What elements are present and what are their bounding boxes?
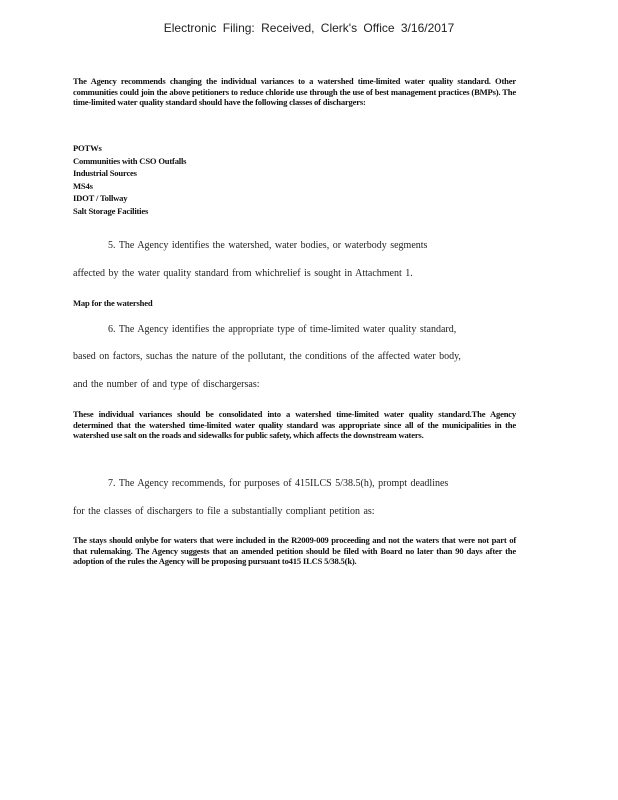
discharger-class-item: Communities with CSO Outfalls — [73, 155, 187, 166]
item5-line1: 5. The Agency identifies the watershed, water bodies, or waterbody segments — [108, 240, 428, 251]
item5-answer: Map for the watershed — [73, 298, 153, 308]
item6-line2: based on factors, suchas the nature of the pollutant, the conditions of the affected water body, — [73, 351, 461, 362]
item6-answer — [73, 409, 516, 441]
intro-paragraph — [73, 76, 516, 108]
filing-header: Electronic Filing: Received, Clerk's Office 3/16/2017 — [163, 21, 455, 35]
item5-line2: affected by the water quality standard from whichrelief is sought in Attachment 1. — [73, 268, 413, 279]
item6-answer-text: These individual variances should be consolidated into a watershed time-limited water quality standard.The Agency determined that the watershed time-limited water quality standard was appropriate since all of the municipalities in the watershed use salt on the roads and sidewalks for public safety, which affects the downstream waters. — [73, 409, 516, 440]
item7-answer-text: The stays should onlybe for waters that were included in the R2009-009 proceeding and not the waters that were not part of that rulemaking. The Agency suggests that an amended petition should be filed with Board no later than 90 days after the adoption of the rules the Agency will be proposing pursuant to415 ILCS 5/38.5(k). — [73, 535, 516, 566]
discharger-class-item: Salt Storage Facilities — [73, 205, 149, 216]
discharger-class-item: POTWs — [73, 143, 102, 153]
item6-line1: 6. The Agency identifies the appropriate type of time-limited water quality standard, — [108, 324, 457, 335]
item7-answer — [73, 535, 516, 567]
item7-line2: for the classes of dischargers to file a substantially compliant petition as: — [73, 506, 375, 517]
discharger-class-item: IDOT / Tollway — [73, 193, 128, 203]
discharger-classes-list — [73, 142, 186, 217]
intro-paragraph-text: The Agency recommends changing the individual variances to a watershed time-limited water quality standard. Other communities could join the above petitioners to reduce chloride use through the use of best management practices (BMPs). The time-limited water quality standard should have the following classes of dischargers: — [73, 76, 516, 107]
discharger-class-item: MS4s — [73, 180, 93, 191]
item6-line3: and the number of and type of dischargersas: — [73, 379, 260, 390]
discharger-class-item: Industrial Sources — [73, 168, 137, 178]
item7-line1: 7. The Agency recommends, for purposes of 415ILCS 5/38.5(h), prompt deadlines — [108, 478, 449, 489]
